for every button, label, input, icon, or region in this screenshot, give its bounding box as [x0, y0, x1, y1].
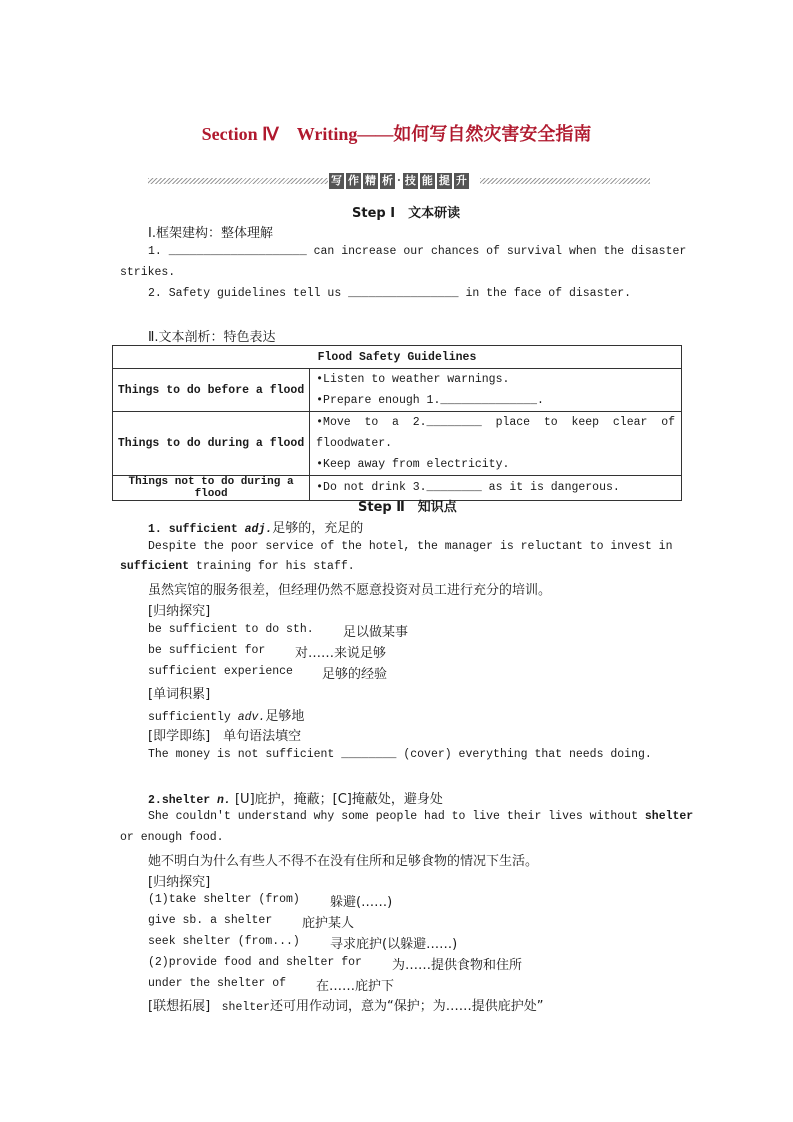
phrase-en: seek shelter (from...) [148, 935, 300, 948]
banner-char: 精 [365, 173, 376, 187]
example-line1: She couldn't understand why some people had to live their lives without [148, 810, 645, 823]
banner-char: 技 [404, 173, 416, 187]
example-keyword: sufficient [120, 560, 190, 573]
banner-char: 能 [421, 173, 433, 187]
phrase-cn: 足以做某事 [343, 625, 409, 640]
table-line: •Prepare enough 1.______________. [316, 394, 544, 407]
extension-note [148, 995, 543, 1014]
tag-extension: [联想拓展] [148, 999, 211, 1014]
phrase-cn: 足够的经验 [322, 667, 388, 682]
tag-practice-text: 单句语法填空 [210, 729, 302, 744]
banner-char: 提 [438, 173, 450, 187]
table-line: •Keep away from electricity. [316, 458, 510, 471]
phrase-en: under the shelter of [148, 977, 287, 990]
question-1-line2: strikes. [120, 266, 176, 279]
meaning: 足够的，充足的 [272, 521, 364, 536]
part-of-speech: n. [210, 794, 231, 807]
table-row-content [310, 412, 682, 476]
item2-entry [148, 788, 443, 807]
headword: shelter [161, 794, 211, 807]
adverb-meaning: 足够地 [265, 709, 305, 724]
section-banner [329, 172, 469, 189]
table-row-label: Things to do before a flood [113, 369, 310, 412]
step2-heading: Step Ⅱ 知识点 [358, 500, 457, 515]
phrase-cn: 为……提供食物和住所 [392, 958, 523, 973]
banner-char: 析 [382, 173, 393, 187]
table-line: •Do not drink 3.________ as it is dangerous. [316, 481, 620, 494]
question-2: 2. Safety guidelines tell us ________________ in the face of disaster. [148, 287, 632, 300]
question-1-line1: 1. ____________________ can increase our chances of survival when the disaster [148, 245, 687, 258]
phrase-en: sufficient experience [148, 665, 293, 678]
tag-practice [148, 725, 301, 744]
item1-entry [148, 517, 363, 536]
banner-divider-left [148, 178, 328, 184]
phrase-en: (2)provide food and shelter for [148, 956, 362, 969]
page-title: Section Ⅳ Writing——如何写自然灾害安全指南 [201, 124, 592, 144]
table-row-label: Things to do during a flood [113, 412, 310, 476]
translation: 虽然宾馆的服务很差，但经理仍然不愿意投资对员工进行充分的培训。 [148, 583, 552, 598]
table-row [113, 412, 682, 476]
phrase-cn: 躲避(……) [330, 895, 393, 910]
banner-divider-right [480, 178, 650, 184]
banner-char: 升 [455, 173, 467, 187]
adverb-word: sufficiently [148, 711, 238, 724]
flood-guidelines-table [112, 345, 682, 501]
exercise-sentence: The money is not sufficient ________ (cover) everything that needs doing. [148, 748, 652, 761]
example-line2: or enough food. [120, 831, 224, 844]
headword: sufficient [168, 523, 238, 536]
part-of-speech: adj. [237, 523, 273, 536]
banner-char: 写 [331, 173, 342, 187]
phrase-en: be sufficient for [148, 644, 266, 657]
tag-induction: [归纳探究] [148, 604, 211, 619]
example-line2: training for his staff. [189, 560, 355, 573]
example-line1: Despite the poor service of the hotel, the manager is reluctant to invest in [148, 540, 673, 553]
extension-word: shelter [210, 1001, 270, 1014]
translation: 她不明白为什么有些人不得不在没有住所和足够食物的情况下生活。 [148, 854, 539, 869]
table-row-label: Things not to do during a flood [113, 476, 310, 501]
phrase-cn: 寻求庇护(以躲避……) [330, 937, 458, 952]
banner-char: 作 [348, 173, 359, 187]
table-line: •Move to a 2.________ place to keep clear of [316, 416, 675, 429]
table-row-content [310, 369, 682, 412]
meaning: [U]庇护，掩蔽；[C]掩蔽处，避身处 [230, 792, 443, 807]
table-line: •Listen to weather warnings. [316, 373, 510, 386]
adverb-entry [148, 705, 304, 724]
phrase-cn: 庇护某人 [302, 916, 355, 931]
table-header-row [113, 346, 682, 369]
phrase-en: (1)take shelter (from) [148, 893, 300, 906]
table-line: floodwater. [316, 437, 393, 450]
phrase-en: be sufficient to do sth. [148, 623, 314, 636]
tag-practice-label: [即学即练] [148, 729, 211, 744]
example-keyword: shelter [644, 810, 694, 823]
table-row [113, 369, 682, 412]
tag-induction: [归纳探究] [148, 875, 211, 890]
phrase-cn: 对……来说足够 [295, 646, 387, 661]
item-number: 2. [148, 794, 162, 807]
banner-dot: · [397, 174, 401, 187]
tag-vocab: [单词积累] [148, 687, 211, 702]
phrase-cn: 在……庇护下 [316, 979, 395, 994]
part1-heading: Ⅰ.框架建构：整体理解 [148, 226, 273, 241]
adverb-pos: adv. [237, 711, 266, 724]
part2-heading: Ⅱ.文本剖析：特色表达 [148, 330, 276, 345]
table-title: Flood Safety Guidelines [113, 346, 682, 369]
extension-text: 还可用作动词，意为“保护；为……提供庇护处” [269, 999, 544, 1014]
phrase-en: give sb. a shelter [148, 914, 273, 927]
step1-heading: Step Ⅰ 文本研读 [352, 206, 461, 221]
item-number: 1. [148, 523, 169, 536]
